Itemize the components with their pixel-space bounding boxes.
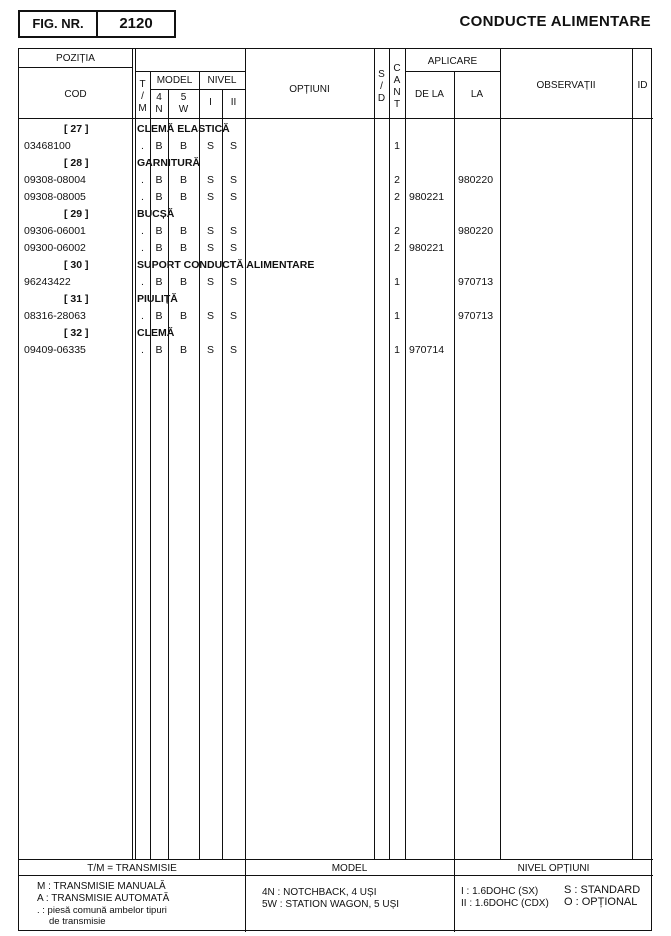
legend-tm-line: A : TRANSMISIE AUTOMATĂ bbox=[37, 893, 170, 904]
header-de-la: DE LA bbox=[415, 89, 444, 100]
part-model-4n: B bbox=[155, 225, 163, 237]
part-nivel-1: S bbox=[206, 174, 214, 186]
part-nivel-1: S bbox=[206, 140, 214, 152]
part-nivel-1: S bbox=[206, 225, 214, 237]
part-nivel-1: S bbox=[206, 310, 214, 322]
section-position: [ 29 ] bbox=[64, 208, 89, 220]
col-divider bbox=[389, 49, 390, 859]
legend-model-line: 4N : NOTCHBACK, 4 UȘI bbox=[262, 887, 377, 898]
section-position: [ 28 ] bbox=[64, 157, 89, 169]
header-aplicare: APLICARE bbox=[427, 56, 478, 67]
row-divider bbox=[150, 89, 245, 90]
col-divider bbox=[168, 89, 169, 859]
parts-table bbox=[18, 48, 652, 931]
row-divider bbox=[405, 71, 500, 72]
legend-tm-line: de transmisie bbox=[49, 916, 106, 927]
part-tm: . bbox=[141, 276, 144, 288]
legend-model-title: MODEL bbox=[331, 863, 368, 874]
header-model: MODEL bbox=[156, 75, 193, 86]
header-tm-mid: / bbox=[141, 91, 144, 102]
part-tm: . bbox=[141, 242, 144, 254]
header-nivel-2: II bbox=[230, 97, 237, 108]
part-nivel-1: S bbox=[206, 276, 214, 288]
col-divider bbox=[135, 49, 136, 859]
part-nivel-2: S bbox=[229, 191, 237, 203]
part-model-4n: B bbox=[155, 276, 163, 288]
part-cant: 1 bbox=[394, 140, 400, 152]
header-optiuni: OPȚIUNI bbox=[289, 84, 330, 95]
part-la: 970713 bbox=[458, 276, 494, 288]
header-cant-4: T bbox=[393, 99, 401, 110]
part-cant: 2 bbox=[394, 225, 400, 237]
header-tm-top: T bbox=[139, 79, 146, 90]
header-id: ID bbox=[637, 80, 648, 91]
part-model-5w: B bbox=[179, 140, 187, 152]
part-code: 09308-08005 bbox=[24, 191, 86, 203]
part-tm: . bbox=[141, 310, 144, 322]
header-model-5-bot: W bbox=[178, 104, 189, 115]
part-cant: 1 bbox=[394, 276, 400, 288]
legend-nivel-code: S : STANDARD bbox=[564, 884, 641, 896]
part-code: 09300-06002 bbox=[24, 242, 86, 254]
part-code: 03468100 bbox=[24, 140, 71, 152]
figure-number-box bbox=[18, 10, 176, 38]
part-cant: 2 bbox=[394, 242, 400, 254]
part-model-5w: B bbox=[179, 310, 187, 322]
part-nivel-2: S bbox=[229, 242, 237, 254]
figure-label: FIG. NR. bbox=[20, 12, 98, 36]
header-tm-bot: M bbox=[138, 103, 147, 114]
part-tm: . bbox=[141, 140, 144, 152]
row-divider bbox=[135, 71, 245, 72]
header-pozitia: POZIȚIA bbox=[56, 53, 95, 64]
part-tm: . bbox=[141, 225, 144, 237]
part-code: 09308-08004 bbox=[24, 174, 86, 186]
part-de-la: 970714 bbox=[409, 344, 445, 356]
section-name: CLEMĂ ELASTICĂ bbox=[137, 123, 230, 135]
part-model-5w: B bbox=[179, 242, 187, 254]
col-divider bbox=[222, 89, 223, 859]
legend-nivel-code: O : OPȚIONAL bbox=[564, 896, 638, 908]
part-code: 08316-28063 bbox=[24, 310, 86, 322]
part-model-5w: B bbox=[179, 191, 187, 203]
part-code: 09306-06001 bbox=[24, 225, 86, 237]
header-model-4-top: 4 bbox=[156, 92, 162, 103]
header-observatii: OBSERVAȚII bbox=[536, 80, 596, 91]
part-nivel-2: S bbox=[229, 276, 237, 288]
col-divider bbox=[405, 49, 406, 859]
part-code: 96243422 bbox=[24, 276, 71, 288]
part-de-la: 980221 bbox=[409, 242, 445, 254]
legend-tm-title: T/M = TRANSMISIE bbox=[87, 863, 177, 874]
part-model-4n: B bbox=[155, 140, 163, 152]
part-tm: . bbox=[141, 191, 144, 203]
col-divider bbox=[374, 49, 375, 859]
section-position: [ 27 ] bbox=[64, 123, 89, 135]
legend-tm-line: . : piesă comună ambelor tipuri bbox=[37, 905, 167, 916]
header-sd-top: S bbox=[378, 69, 385, 80]
legend-tm-line: M : TRANSMISIE MANUALĂ bbox=[37, 881, 166, 892]
section-name: GARNITURĂ bbox=[137, 157, 200, 169]
part-model-5w: B bbox=[179, 225, 187, 237]
header-cant-1: C bbox=[393, 63, 401, 74]
part-nivel-2: S bbox=[229, 310, 237, 322]
legend-nivel-line: II : 1.6DOHC (CDX) bbox=[461, 898, 549, 909]
part-de-la: 980221 bbox=[409, 191, 445, 203]
legend-model-line: 5W : STATION WAGON, 5 UȘI bbox=[262, 899, 400, 910]
header-la: LA bbox=[470, 89, 484, 100]
part-cant: 2 bbox=[394, 191, 400, 203]
part-la: 980220 bbox=[458, 225, 494, 237]
part-nivel-1: S bbox=[206, 344, 214, 356]
section-position: [ 31 ] bbox=[64, 293, 89, 305]
part-model-5w: B bbox=[179, 174, 187, 186]
header-cant-2: A bbox=[393, 75, 401, 86]
header-sd-bot: D bbox=[377, 93, 386, 104]
legend-title-line bbox=[19, 875, 653, 876]
part-nivel-2: S bbox=[229, 174, 237, 186]
header-bottom-line bbox=[19, 118, 653, 119]
part-model-4n: B bbox=[155, 310, 163, 322]
part-tm: . bbox=[141, 344, 144, 356]
header-model-5-top: 5 bbox=[180, 92, 187, 103]
section-name: CLEMĂ bbox=[137, 327, 175, 339]
part-model-5w: B bbox=[179, 276, 187, 288]
col-divider bbox=[150, 71, 151, 859]
col-divider bbox=[500, 49, 501, 859]
part-la: 970713 bbox=[458, 310, 494, 322]
row-divider bbox=[19, 67, 132, 68]
part-model-4n: B bbox=[155, 174, 163, 186]
section-position: [ 32 ] bbox=[64, 327, 89, 339]
part-model-4n: B bbox=[155, 242, 163, 254]
section-name: PIULIȚĂ bbox=[137, 293, 178, 305]
legend-nivel-title: NIVEL OPȚIUNI bbox=[517, 863, 590, 874]
col-divider bbox=[199, 71, 200, 859]
header-nivel-1: I bbox=[209, 97, 212, 108]
col-divider bbox=[454, 71, 455, 932]
header-model-4-bot: N bbox=[155, 104, 163, 115]
col-divider bbox=[132, 49, 133, 859]
legend-top-line bbox=[19, 859, 653, 860]
legend-nivel-line: I : 1.6DOHC (SX) bbox=[461, 886, 539, 897]
col-divider bbox=[632, 49, 633, 859]
part-model-4n: B bbox=[155, 344, 163, 356]
part-cant: 2 bbox=[394, 174, 400, 186]
figure-number: 2120 bbox=[119, 15, 153, 32]
part-nivel-2: S bbox=[229, 140, 237, 152]
part-cant: 1 bbox=[394, 344, 400, 356]
part-nivel-2: S bbox=[229, 344, 237, 356]
part-nivel-1: S bbox=[206, 191, 214, 203]
part-la: 980220 bbox=[458, 174, 494, 186]
page-title: CONDUCTE ALIMENTARE bbox=[459, 13, 651, 30]
header-cod: COD bbox=[64, 89, 87, 100]
header-sd-mid: / bbox=[380, 81, 383, 92]
header-nivel: NIVEL bbox=[207, 75, 237, 86]
part-model-5w: B bbox=[179, 344, 187, 356]
part-code: 09409-06335 bbox=[24, 344, 86, 356]
section-name: BUCȘĂ bbox=[137, 208, 175, 220]
header-cant-3: N bbox=[393, 87, 401, 98]
section-name: SUPORT CONDUCTĂ ALIMENTARE bbox=[137, 259, 315, 271]
col-divider bbox=[245, 49, 246, 932]
part-nivel-1: S bbox=[206, 242, 214, 254]
part-tm: . bbox=[141, 174, 144, 186]
part-cant: 1 bbox=[394, 310, 400, 322]
part-model-4n: B bbox=[155, 191, 163, 203]
section-position: [ 30 ] bbox=[64, 259, 89, 271]
part-nivel-2: S bbox=[229, 225, 237, 237]
